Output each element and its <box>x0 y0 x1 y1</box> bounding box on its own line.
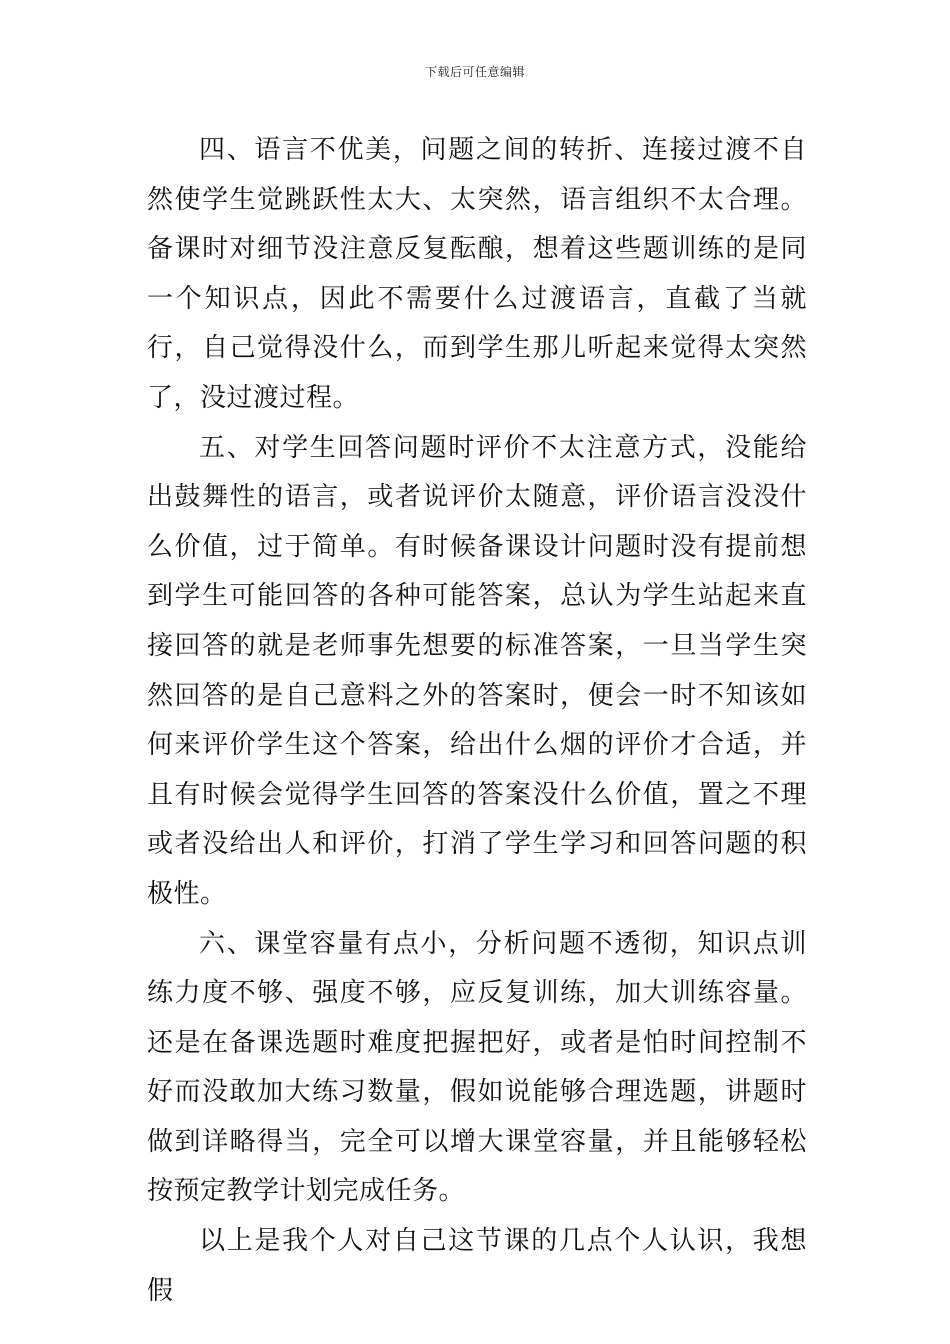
document-body <box>147 126 807 1316</box>
paragraph-point-four: 四、语言不优美，问题之间的转折、连接过渡不自然使学生觉跳跃性太大、太突然，语言组织不太合理。备课时对细节没注意反复酝酿，想着这些题训练的是同一个知识点，因此不需要什么过渡语言，直截了当就行，自己觉得没什么，而到学生那儿听起来觉得太突然了，没过渡过程。 <box>147 135 807 413</box>
paragraph-point-five: 五、对学生回答问题时评价不太注意方式，没能给出鼓舞性的语言，或者说评价太随意，评价语言没没什么价值，过于简单。有时候备课设计问题时没有提前想到学生可能回答的各种可能答案，总认为学生站起来直接回答的就是老师事先想要的标准答案，一旦当学生突然回答的是自己意料之外的答案时，便会一时不知该如何来评价学生这个答案，给出什么烟的评价才合适，并且有时候会觉得学生回答的答案没什么价值，置之不理或者没给出人和评价，打消了学生学习和回答问题的积极性。 <box>147 432 807 909</box>
paragraph-point-six: 六、课堂容量有点小，分析问题不透彻，知识点训练力度不够、强度不够，应反复训练，加大训练容量。还是在备课选题时难度把握把好，或者是怕时间控制不好而没敢加大练习数量，假如说能够合理选题，讲题时做到详略得当，完全可以增大课堂容量，并且能够轻松按预定教学计划完成任务。 <box>147 928 807 1207</box>
paragraph-conclusion: 以上是我个人对自己这节课的几点个人认识，我想假 <box>147 1226 807 1306</box>
page-header-note: 下载后可任意编辑 <box>424 65 525 79</box>
